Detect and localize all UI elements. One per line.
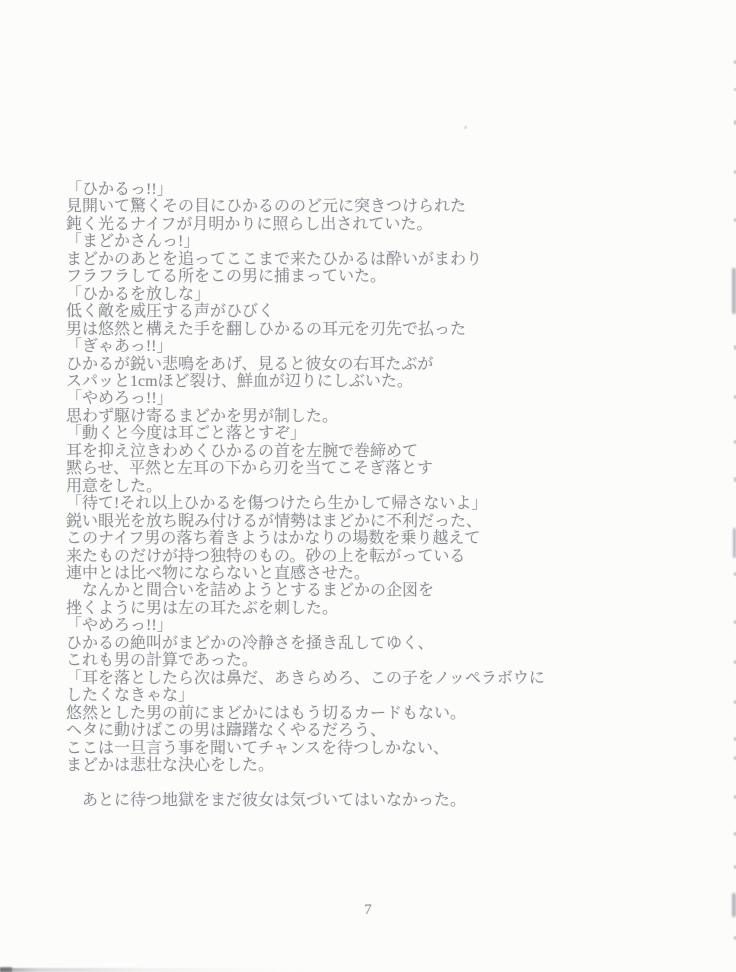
text-line: 「耳を落としたら次は鼻だ、あきらめろ、この子をノッペラボウに <box>66 669 545 687</box>
text-line: あとに待つ地獄をまだ彼女は気づいてはいなかった。 <box>66 791 467 809</box>
text-line: まどかのあとを追ってここまで来たひかるは酔いがまわり <box>66 250 483 268</box>
body-text <box>66 181 626 809</box>
text-line: なんかと間合いを詰めようとするまどかの企図を <box>66 582 435 600</box>
text-line: 「やめろっ!!」 <box>66 617 173 635</box>
text-line: 見開いて驚くその目にひかるののど元に突きつけられた <box>66 198 467 216</box>
text-line: 耳を抑え泣きわめくひかるの首を左腕で巻締めて <box>66 442 419 460</box>
text-line: 来たものだけが持つ独特のもの。砂の上を転がっている <box>66 547 466 565</box>
text-line: これも男の計算であった。 <box>66 652 258 670</box>
text-line: ここは一旦言う事を聞いてチャンスを待つしかない、 <box>66 739 450 757</box>
text-line: このナイフ男の落ち着きようはかなりの場数を乗り越えて <box>66 530 481 548</box>
text-line: 思わず駆け寄るまどかを男が制した。 <box>66 407 339 425</box>
text-line: 「ひかるっ!!」 <box>66 181 173 198</box>
text-line: ヘタに動けばこの男は躊躇なくやるだろう、 <box>66 722 387 740</box>
scan-bottom-edge <box>0 968 320 972</box>
text-line <box>66 774 626 791</box>
text-line: 連中とは比べ物にならないと直感させた。 <box>66 564 371 582</box>
text-line: 「ひかるを放しな」 <box>66 285 211 303</box>
page-number: 7 <box>364 902 372 918</box>
text-line: 「動くと今度は耳ごと落とすぞ」 <box>66 425 307 443</box>
text-line: スパッと1cmほど裂け、鮮血が辺りにしぶいた。 <box>66 372 413 390</box>
text-line: 低く敵を威圧する声がひびく <box>66 303 275 321</box>
scan-smudge <box>732 268 736 314</box>
text-line: 悠然とした男の前にまどかにはもう切るカードもない。 <box>66 704 467 722</box>
text-line: 鈍く光るナイフが月明かりに照らし出されていた。 <box>66 215 433 233</box>
text-line: 男は悠然と構えた手を翻しひかるの耳元を刃先で払った <box>66 320 467 338</box>
scan-corner-mark <box>0 967 12 972</box>
text-line: 「まどかさんっ!」 <box>66 233 200 251</box>
text-line: 用意をした。 <box>66 477 163 495</box>
text-line: 「待て!それ以上ひかるを傷つけたら生かして帰さないよ」 <box>66 495 488 513</box>
text-line: 挫くように男は左の耳たぶを刺した。 <box>66 599 339 617</box>
text-line: ひかるが鋭い悲鳴をあげ、見ると彼女の右耳たぶが <box>66 355 434 373</box>
text-line: まどかは悲壮な決心をした。 <box>66 756 275 774</box>
text-line: 「やめろっ!!」 <box>66 390 173 408</box>
text-line: 「ぎゃあっ!!」 <box>66 338 173 356</box>
scan-speck <box>464 126 467 129</box>
text-line: 鋭い眼光を放ち睨み付けるが情勢はまどかに不利だった、 <box>66 512 483 530</box>
text-line: したくなきゃな」 <box>66 687 195 705</box>
text-line: 黙らせ、平然と左耳の下から刃を当てこそぎ落とす <box>66 460 434 478</box>
text-line: フラフラしてる所をこの男に捕まっていた。 <box>66 268 387 286</box>
text-line: ひかるの絶叫がまどかの冷静さを掻き乱してゆく、 <box>66 634 434 652</box>
scan-smudge <box>732 893 736 917</box>
